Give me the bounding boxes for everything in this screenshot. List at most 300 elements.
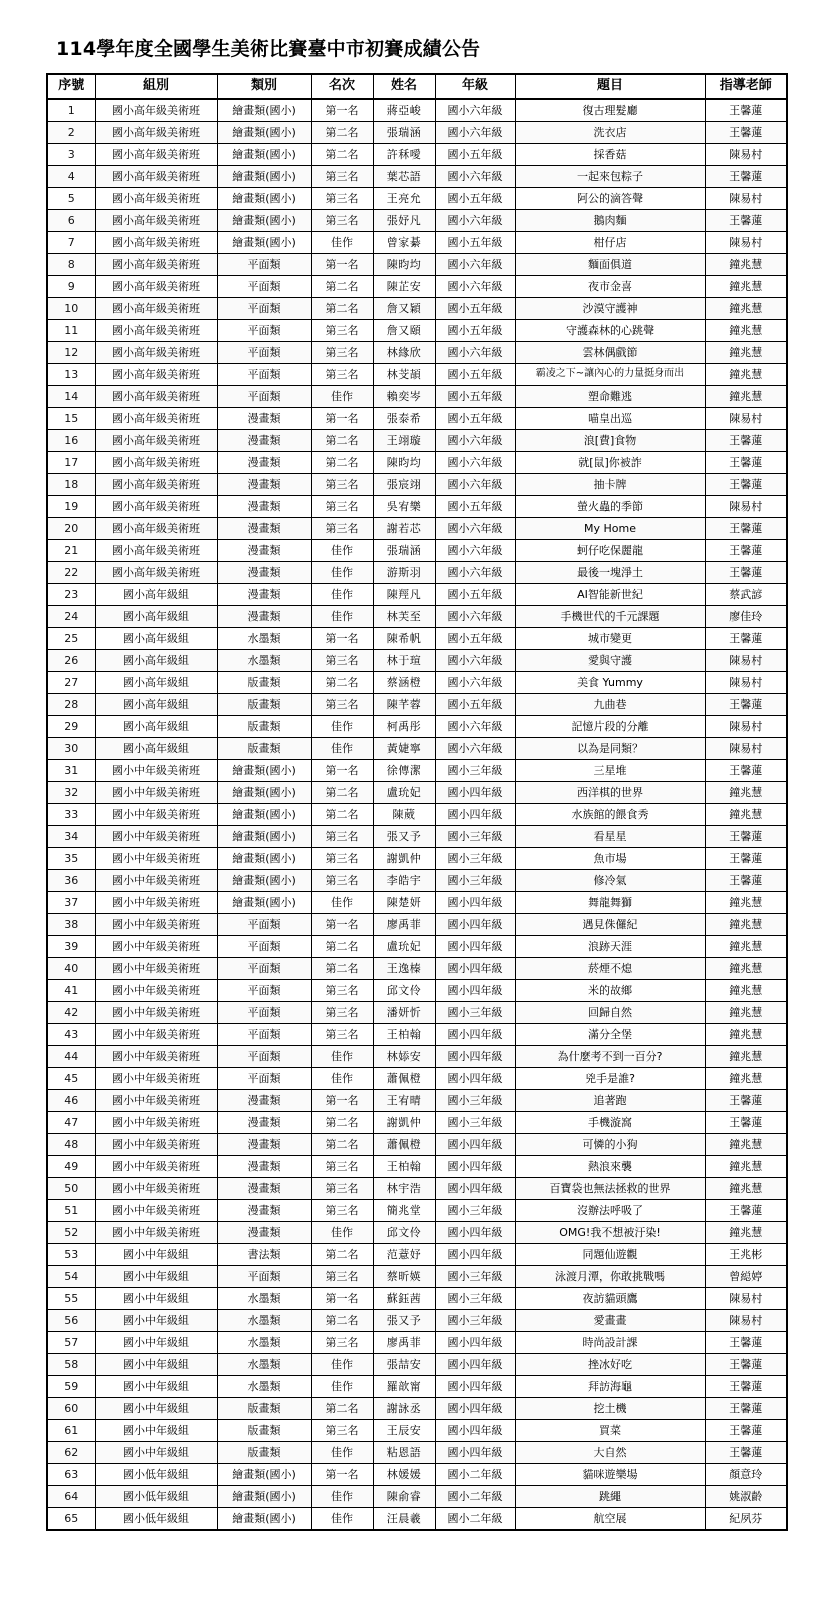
cell-name: 陳葳 bbox=[373, 803, 435, 825]
table-row bbox=[47, 649, 787, 671]
cell-grade: 國小五年級 bbox=[435, 693, 515, 715]
table-row bbox=[47, 539, 787, 561]
cell-teacher: 鐘兆慧 bbox=[705, 319, 787, 341]
cell-category: 漫畫類 bbox=[217, 583, 311, 605]
cell-group: 國小高年級美術班 bbox=[95, 253, 217, 275]
cell-grade: 國小二年級 bbox=[435, 1507, 515, 1530]
cell-topic: 西洋棋的世界 bbox=[515, 781, 705, 803]
table-row bbox=[47, 341, 787, 363]
cell-name: 張妤凡 bbox=[373, 209, 435, 231]
cell-grade: 國小六年級 bbox=[435, 605, 515, 627]
cell-grade: 國小四年級 bbox=[435, 913, 515, 935]
cell-seq: 8 bbox=[47, 253, 95, 275]
table-row bbox=[47, 165, 787, 187]
cell-name: 黃婕寧 bbox=[373, 737, 435, 759]
cell-name: 蕭佩橙 bbox=[373, 1067, 435, 1089]
cell-teacher: 陳易村 bbox=[705, 715, 787, 737]
cell-category: 漫畫類 bbox=[217, 495, 311, 517]
cell-teacher: 王兆彬 bbox=[705, 1243, 787, 1265]
cell-rank: 佳作 bbox=[311, 1507, 373, 1530]
cell-group: 國小高年級美術班 bbox=[95, 473, 217, 495]
cell-topic: 挫冰好吃 bbox=[515, 1353, 705, 1375]
cell-name: 潘妍忻 bbox=[373, 1001, 435, 1023]
cell-seq: 2 bbox=[47, 121, 95, 143]
cell-seq: 1 bbox=[47, 99, 95, 122]
cell-topic: 泳渡月潭，你敢挑戰嗎 bbox=[515, 1265, 705, 1287]
cell-name: 謝若芯 bbox=[373, 517, 435, 539]
cell-category: 水墨類 bbox=[217, 1287, 311, 1309]
cell-category: 平面類 bbox=[217, 319, 311, 341]
cell-name: 林緣欣 bbox=[373, 341, 435, 363]
cell-topic: 沒辦法呼吸了 bbox=[515, 1199, 705, 1221]
cell-category: 繪畫類(國小) bbox=[217, 847, 311, 869]
cell-category: 漫畫類 bbox=[217, 1199, 311, 1221]
cell-teacher: 鐘兆慧 bbox=[705, 1133, 787, 1155]
cell-topic: 買菜 bbox=[515, 1419, 705, 1441]
cell-name: 羅歆甯 bbox=[373, 1375, 435, 1397]
cell-rank: 第二名 bbox=[311, 957, 373, 979]
cell-group: 國小低年級組 bbox=[95, 1463, 217, 1485]
cell-category: 繪畫類(國小) bbox=[217, 165, 311, 187]
cell-group: 國小高年級美術班 bbox=[95, 407, 217, 429]
cell-teacher: 王馨蓮 bbox=[705, 1397, 787, 1419]
cell-name: 粘恩語 bbox=[373, 1441, 435, 1463]
cell-rank: 第二名 bbox=[311, 935, 373, 957]
table-header-row bbox=[47, 74, 787, 99]
cell-topic: 兇手是誰? bbox=[515, 1067, 705, 1089]
cell-name: 王亮允 bbox=[373, 187, 435, 209]
cell-name: 賴奕岑 bbox=[373, 385, 435, 407]
cell-seq: 22 bbox=[47, 561, 95, 583]
cell-grade: 國小四年級 bbox=[435, 1331, 515, 1353]
cell-grade: 國小五年級 bbox=[435, 407, 515, 429]
cell-rank: 佳作 bbox=[311, 605, 373, 627]
cell-category: 繪畫類(國小) bbox=[217, 231, 311, 253]
table-row bbox=[47, 407, 787, 429]
cell-seq: 48 bbox=[47, 1133, 95, 1155]
cell-category: 平面類 bbox=[217, 275, 311, 297]
cell-topic: 美食 Yummy bbox=[515, 671, 705, 693]
cell-rank: 第一名 bbox=[311, 1089, 373, 1111]
cell-group: 國小高年級組 bbox=[95, 693, 217, 715]
cell-name: 張又予 bbox=[373, 825, 435, 847]
cell-category: 平面類 bbox=[217, 957, 311, 979]
cell-grade: 國小六年級 bbox=[435, 473, 515, 495]
cell-topic: 夜訪貓頭鷹 bbox=[515, 1287, 705, 1309]
cell-grade: 國小五年級 bbox=[435, 627, 515, 649]
table-row bbox=[47, 1199, 787, 1221]
cell-rank: 第三名 bbox=[311, 473, 373, 495]
cell-rank: 第三名 bbox=[311, 495, 373, 517]
cell-category: 繪畫類(國小) bbox=[217, 759, 311, 781]
cell-topic: 以為是同類？ bbox=[515, 737, 705, 759]
cell-topic: 三星堆 bbox=[515, 759, 705, 781]
cell-category: 水墨類 bbox=[217, 1353, 311, 1375]
column-header-category: 類別 bbox=[217, 74, 311, 99]
cell-seq: 30 bbox=[47, 737, 95, 759]
table-row bbox=[47, 979, 787, 1001]
cell-teacher: 王馨蓮 bbox=[705, 693, 787, 715]
cell-rank: 第一名 bbox=[311, 627, 373, 649]
cell-grade: 國小四年級 bbox=[435, 1375, 515, 1397]
cell-grade: 國小四年級 bbox=[435, 1155, 515, 1177]
cell-name: 陳俞睿 bbox=[373, 1485, 435, 1507]
cell-topic: 記憶片段的分離 bbox=[515, 715, 705, 737]
cell-topic: 拜訪海龜 bbox=[515, 1375, 705, 1397]
cell-rank: 第三名 bbox=[311, 1023, 373, 1045]
cell-teacher: 鐘兆慧 bbox=[705, 979, 787, 1001]
cell-rank: 第三名 bbox=[311, 1265, 373, 1287]
cell-grade: 國小二年級 bbox=[435, 1485, 515, 1507]
cell-category: 漫畫類 bbox=[217, 561, 311, 583]
cell-group: 國小中年級組 bbox=[95, 1287, 217, 1309]
cell-name: 汪晨羲 bbox=[373, 1507, 435, 1530]
cell-name: 陳希帆 bbox=[373, 627, 435, 649]
cell-seq: 55 bbox=[47, 1287, 95, 1309]
cell-seq: 11 bbox=[47, 319, 95, 341]
cell-category: 平面類 bbox=[217, 363, 311, 385]
cell-topic: 塑命難逃 bbox=[515, 385, 705, 407]
cell-seq: 34 bbox=[47, 825, 95, 847]
cell-category: 版畫類 bbox=[217, 693, 311, 715]
cell-group: 國小中年級組 bbox=[95, 1309, 217, 1331]
cell-topic: My Home bbox=[515, 517, 705, 539]
cell-teacher: 王馨蓮 bbox=[705, 539, 787, 561]
cell-grade: 國小六年級 bbox=[435, 451, 515, 473]
table-row bbox=[47, 1111, 787, 1133]
cell-group: 國小中年級美術班 bbox=[95, 913, 217, 935]
cell-seq: 51 bbox=[47, 1199, 95, 1221]
cell-teacher: 王馨蓮 bbox=[705, 1111, 787, 1133]
cell-grade: 國小六年級 bbox=[435, 209, 515, 231]
cell-topic: 航空展 bbox=[515, 1507, 705, 1530]
cell-grade: 國小六年級 bbox=[435, 671, 515, 693]
cell-seq: 40 bbox=[47, 957, 95, 979]
table-row bbox=[47, 913, 787, 935]
cell-rank: 佳作 bbox=[311, 1375, 373, 1397]
cell-teacher: 鐘兆慧 bbox=[705, 803, 787, 825]
cell-topic: 霸凌之下~讓內心的力量挺身而出 bbox=[515, 363, 705, 385]
cell-rank: 第二名 bbox=[311, 1243, 373, 1265]
cell-group: 國小中年級組 bbox=[95, 1243, 217, 1265]
cell-group: 國小高年級美術班 bbox=[95, 341, 217, 363]
cell-name: 陳昀均 bbox=[373, 451, 435, 473]
cell-grade: 國小三年級 bbox=[435, 1089, 515, 1111]
cell-grade: 國小五年級 bbox=[435, 385, 515, 407]
cell-teacher: 王馨蓮 bbox=[705, 1199, 787, 1221]
cell-name: 張瑞涵 bbox=[373, 539, 435, 561]
cell-teacher: 王馨蓮 bbox=[705, 517, 787, 539]
cell-teacher: 鐘兆慧 bbox=[705, 1045, 787, 1067]
cell-seq: 17 bbox=[47, 451, 95, 473]
cell-teacher: 鐘兆慧 bbox=[705, 891, 787, 913]
cell-rank: 第二名 bbox=[311, 803, 373, 825]
cell-name: 蔡涵橙 bbox=[373, 671, 435, 693]
cell-topic: 時尚設計課 bbox=[515, 1331, 705, 1353]
table-row bbox=[47, 451, 787, 473]
cell-rank: 第一名 bbox=[311, 407, 373, 429]
cell-rank: 第三名 bbox=[311, 517, 373, 539]
cell-group: 國小中年級美術班 bbox=[95, 1089, 217, 1111]
cell-grade: 國小四年級 bbox=[435, 891, 515, 913]
cell-rank: 第三名 bbox=[311, 363, 373, 385]
table-row bbox=[47, 1287, 787, 1309]
cell-teacher: 鐘兆慧 bbox=[705, 385, 787, 407]
cell-topic: 浪跡天涯 bbox=[515, 935, 705, 957]
table-row bbox=[47, 737, 787, 759]
cell-group: 國小高年級組 bbox=[95, 671, 217, 693]
cell-category: 平面類 bbox=[217, 341, 311, 363]
cell-rank: 第三名 bbox=[311, 187, 373, 209]
cell-topic: 喵皇出巡 bbox=[515, 407, 705, 429]
cell-category: 版畫類 bbox=[217, 671, 311, 693]
cell-seq: 26 bbox=[47, 649, 95, 671]
cell-teacher: 陳易村 bbox=[705, 1309, 787, 1331]
cell-seq: 58 bbox=[47, 1353, 95, 1375]
cell-seq: 59 bbox=[47, 1375, 95, 1397]
cell-category: 繪畫類(國小) bbox=[217, 1507, 311, 1530]
cell-seq: 57 bbox=[47, 1331, 95, 1353]
cell-topic: 蚵仔吃保麗龍 bbox=[515, 539, 705, 561]
cell-category: 平面類 bbox=[217, 1045, 311, 1067]
cell-seq: 25 bbox=[47, 627, 95, 649]
cell-group: 國小中年級美術班 bbox=[95, 957, 217, 979]
table-row bbox=[47, 627, 787, 649]
cell-rank: 第二名 bbox=[311, 143, 373, 165]
table-row bbox=[47, 847, 787, 869]
cell-teacher: 王馨蓮 bbox=[705, 429, 787, 451]
cell-rank: 第二名 bbox=[311, 121, 373, 143]
cell-category: 繪畫類(國小) bbox=[217, 781, 311, 803]
cell-name: 王翊璇 bbox=[373, 429, 435, 451]
cell-grade: 國小三年級 bbox=[435, 847, 515, 869]
cell-seq: 47 bbox=[47, 1111, 95, 1133]
cell-seq: 14 bbox=[47, 385, 95, 407]
cell-grade: 國小六年級 bbox=[435, 99, 515, 122]
cell-category: 漫畫類 bbox=[217, 1133, 311, 1155]
table-row bbox=[47, 1309, 787, 1331]
cell-grade: 國小六年級 bbox=[435, 165, 515, 187]
cell-rank: 第三名 bbox=[311, 1419, 373, 1441]
cell-rank: 第一名 bbox=[311, 1287, 373, 1309]
cell-rank: 佳作 bbox=[311, 1045, 373, 1067]
cell-group: 國小中年級組 bbox=[95, 1397, 217, 1419]
cell-grade: 國小六年級 bbox=[435, 429, 515, 451]
table-row bbox=[47, 1023, 787, 1045]
table-row bbox=[47, 275, 787, 297]
cell-grade: 國小四年級 bbox=[435, 935, 515, 957]
cell-seq: 63 bbox=[47, 1463, 95, 1485]
table-row bbox=[47, 825, 787, 847]
cell-category: 平面類 bbox=[217, 1067, 311, 1089]
cell-name: 林媛媛 bbox=[373, 1463, 435, 1485]
cell-rank: 第二名 bbox=[311, 781, 373, 803]
cell-topic: 水族館的餵食秀 bbox=[515, 803, 705, 825]
cell-grade: 國小三年級 bbox=[435, 825, 515, 847]
cell-grade: 國小五年級 bbox=[435, 231, 515, 253]
cell-category: 繪畫類(國小) bbox=[217, 1463, 311, 1485]
cell-rank: 第二名 bbox=[311, 1397, 373, 1419]
cell-grade: 國小六年級 bbox=[435, 715, 515, 737]
cell-topic: 一起來包粽子 bbox=[515, 165, 705, 187]
cell-category: 漫畫類 bbox=[217, 1111, 311, 1133]
cell-grade: 國小六年級 bbox=[435, 341, 515, 363]
cell-category: 漫畫類 bbox=[217, 539, 311, 561]
cell-grade: 國小六年級 bbox=[435, 561, 515, 583]
cell-grade: 國小五年級 bbox=[435, 143, 515, 165]
cell-group: 國小高年級美術班 bbox=[95, 231, 217, 253]
cell-teacher: 陳易村 bbox=[705, 231, 787, 253]
cell-category: 漫畫類 bbox=[217, 407, 311, 429]
cell-group: 國小高年級美術班 bbox=[95, 561, 217, 583]
table-row bbox=[47, 1243, 787, 1265]
cell-group: 國小中年級美術班 bbox=[95, 825, 217, 847]
cell-category: 漫畫類 bbox=[217, 473, 311, 495]
cell-category: 水墨類 bbox=[217, 1331, 311, 1353]
cell-teacher: 王馨蓮 bbox=[705, 1419, 787, 1441]
table-row bbox=[47, 1463, 787, 1485]
cell-grade: 國小六年級 bbox=[435, 649, 515, 671]
cell-group: 國小高年級美術班 bbox=[95, 99, 217, 122]
cell-rank: 佳作 bbox=[311, 737, 373, 759]
cell-grade: 國小四年級 bbox=[435, 1441, 515, 1463]
cell-teacher: 鐘兆慧 bbox=[705, 297, 787, 319]
results-table-wrapper bbox=[0, 73, 828, 1531]
cell-seq: 18 bbox=[47, 473, 95, 495]
cell-topic: 同題仙遊觀 bbox=[515, 1243, 705, 1265]
cell-rank: 第三名 bbox=[311, 1331, 373, 1353]
cell-group: 國小高年級美術班 bbox=[95, 539, 217, 561]
table-row bbox=[47, 231, 787, 253]
cell-name: 盧玧妃 bbox=[373, 781, 435, 803]
cell-topic: 遇見侏儸紀 bbox=[515, 913, 705, 935]
cell-topic: 手機漩窩 bbox=[515, 1111, 705, 1133]
table-row bbox=[47, 385, 787, 407]
cell-name: 詹又頤 bbox=[373, 319, 435, 341]
cell-grade: 國小四年級 bbox=[435, 781, 515, 803]
cell-rank: 第二名 bbox=[311, 297, 373, 319]
cell-teacher: 廖佳玲 bbox=[705, 605, 787, 627]
table-row bbox=[47, 1265, 787, 1287]
cell-rank: 佳作 bbox=[311, 1485, 373, 1507]
cell-seq: 28 bbox=[47, 693, 95, 715]
cell-teacher: 曾縂婷 bbox=[705, 1265, 787, 1287]
cell-grade: 國小三年級 bbox=[435, 1199, 515, 1221]
cell-grade: 國小四年級 bbox=[435, 1221, 515, 1243]
cell-group: 國小高年級美術班 bbox=[95, 363, 217, 385]
cell-rank: 佳作 bbox=[311, 1067, 373, 1089]
cell-name: 詹又穎 bbox=[373, 297, 435, 319]
cell-category: 繪畫類(國小) bbox=[217, 187, 311, 209]
cell-topic: 沙漠守護神 bbox=[515, 297, 705, 319]
cell-grade: 國小六年級 bbox=[435, 517, 515, 539]
cell-group: 國小中年級美術班 bbox=[95, 1133, 217, 1155]
cell-name: 盧玧妃 bbox=[373, 935, 435, 957]
cell-group: 國小中年級美術班 bbox=[95, 847, 217, 869]
cell-group: 國小中年級美術班 bbox=[95, 1045, 217, 1067]
cell-seq: 9 bbox=[47, 275, 95, 297]
cell-topic: 就[鼠]你被詐 bbox=[515, 451, 705, 473]
cell-teacher: 陳易村 bbox=[705, 495, 787, 517]
cell-seq: 53 bbox=[47, 1243, 95, 1265]
cell-rank: 佳作 bbox=[311, 561, 373, 583]
cell-rank: 第二名 bbox=[311, 429, 373, 451]
cell-seq: 41 bbox=[47, 979, 95, 1001]
cell-category: 繪畫類(國小) bbox=[217, 803, 311, 825]
cell-rank: 第三名 bbox=[311, 847, 373, 869]
cell-seq: 61 bbox=[47, 1419, 95, 1441]
cell-seq: 29 bbox=[47, 715, 95, 737]
cell-seq: 38 bbox=[47, 913, 95, 935]
table-row bbox=[47, 1353, 787, 1375]
cell-seq: 50 bbox=[47, 1177, 95, 1199]
cell-grade: 國小六年級 bbox=[435, 121, 515, 143]
cell-name: 許秝噯 bbox=[373, 143, 435, 165]
cell-rank: 第二名 bbox=[311, 1133, 373, 1155]
cell-group: 國小高年級組 bbox=[95, 737, 217, 759]
cell-grade: 國小三年級 bbox=[435, 1287, 515, 1309]
cell-category: 版畫類 bbox=[217, 737, 311, 759]
table-row bbox=[47, 253, 787, 275]
cell-seq: 13 bbox=[47, 363, 95, 385]
cell-topic: 守護森林的心跳聲 bbox=[515, 319, 705, 341]
cell-grade: 國小三年級 bbox=[435, 1001, 515, 1023]
cell-category: 漫畫類 bbox=[217, 1221, 311, 1243]
cell-group: 國小高年級美術班 bbox=[95, 297, 217, 319]
cell-group: 國小中年級美術班 bbox=[95, 979, 217, 1001]
cell-group: 國小高年級組 bbox=[95, 715, 217, 737]
cell-category: 繪畫類(國小) bbox=[217, 869, 311, 891]
table-row bbox=[47, 1397, 787, 1419]
cell-topic: 浪[費]食物 bbox=[515, 429, 705, 451]
cell-seq: 45 bbox=[47, 1067, 95, 1089]
cell-teacher: 陳易村 bbox=[705, 143, 787, 165]
cell-grade: 國小五年級 bbox=[435, 297, 515, 319]
cell-grade: 國小四年級 bbox=[435, 1045, 515, 1067]
cell-topic: 手機世代的千元課題 bbox=[515, 605, 705, 627]
cell-seq: 46 bbox=[47, 1089, 95, 1111]
table-row bbox=[47, 869, 787, 891]
cell-name: 葉芯語 bbox=[373, 165, 435, 187]
table-row bbox=[47, 209, 787, 231]
cell-rank: 佳作 bbox=[311, 583, 373, 605]
table-row bbox=[47, 693, 787, 715]
cell-grade: 國小六年級 bbox=[435, 253, 515, 275]
cell-category: 平面類 bbox=[217, 385, 311, 407]
cell-teacher: 紀夙芬 bbox=[705, 1507, 787, 1530]
cell-seq: 12 bbox=[47, 341, 95, 363]
table-row bbox=[47, 1375, 787, 1397]
cell-grade: 國小四年級 bbox=[435, 1067, 515, 1089]
cell-rank: 佳作 bbox=[311, 891, 373, 913]
table-row bbox=[47, 1507, 787, 1530]
cell-group: 國小高年級美術班 bbox=[95, 451, 217, 473]
cell-category: 漫畫類 bbox=[217, 1089, 311, 1111]
cell-grade: 國小四年級 bbox=[435, 1419, 515, 1441]
cell-name: 林于瑄 bbox=[373, 649, 435, 671]
cell-topic: 魚市場 bbox=[515, 847, 705, 869]
cell-grade: 國小四年級 bbox=[435, 1023, 515, 1045]
cell-teacher: 鐘兆慧 bbox=[705, 957, 787, 979]
cell-seq: 10 bbox=[47, 297, 95, 319]
cell-group: 國小中年級美術班 bbox=[95, 1155, 217, 1177]
cell-seq: 33 bbox=[47, 803, 95, 825]
cell-seq: 39 bbox=[47, 935, 95, 957]
cell-topic: 阿公的滴答聲 bbox=[515, 187, 705, 209]
cell-category: 水墨類 bbox=[217, 1309, 311, 1331]
cell-rank: 佳作 bbox=[311, 715, 373, 737]
cell-group: 國小中年級美術班 bbox=[95, 1067, 217, 1089]
